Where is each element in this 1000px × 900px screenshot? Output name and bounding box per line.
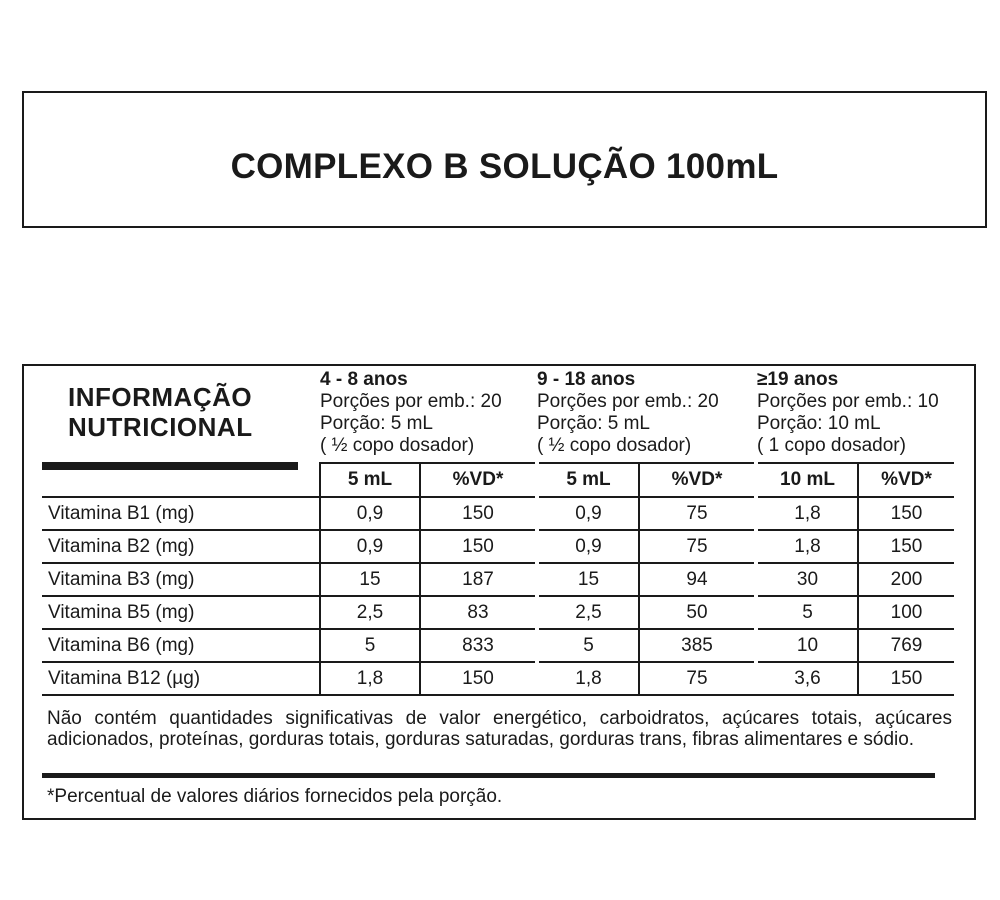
amount-19-plus: 30 [758, 563, 858, 596]
group-portions: Porções por emb.: 20 [320, 391, 502, 412]
amount-9-18: 15 [539, 563, 639, 596]
header-vd-9-18: %VD* [639, 463, 754, 497]
amount-9-18: 5 [539, 629, 639, 662]
amount-9-18: 0,9 [539, 497, 639, 530]
vd-9-18: 75 [639, 530, 754, 563]
amount-9-18: 0,9 [539, 530, 639, 563]
nutrient-name: Vitamina B3 (mg) [42, 563, 320, 596]
nutrient-name: Vitamina B5 (mg) [42, 596, 320, 629]
group-4-8-info [320, 369, 502, 457]
nutrient-name: Vitamina B1 (mg) [42, 497, 320, 530]
amount-9-18: 2,5 [539, 596, 639, 629]
vd-9-18: 75 [639, 497, 754, 530]
header-vd-4-8: %VD* [420, 463, 535, 497]
vd-4-8: 833 [420, 629, 535, 662]
vd-19-plus: 200 [858, 563, 954, 596]
nutrient-name: Vitamina B12 (µg) [42, 662, 320, 695]
amount-4-8: 0,9 [320, 497, 420, 530]
group-measure: ( 1 copo dosador) [757, 435, 906, 456]
amount-4-8: 5 [320, 629, 420, 662]
vd-9-18: 94 [639, 563, 754, 596]
group-age: ≥19 anos [757, 369, 839, 390]
group-portions: Porções por emb.: 20 [537, 391, 719, 412]
vd-19-plus: 150 [858, 530, 954, 563]
header-amount-19-plus: 10 mL [758, 463, 858, 497]
heading-line-1: INFORMAÇÃO [68, 382, 253, 412]
table-row [42, 497, 954, 530]
vd-4-8: 150 [420, 530, 535, 563]
group-portions: Porções por emb.: 10 [757, 391, 939, 412]
vd-19-plus: 100 [858, 596, 954, 629]
group-9-18-info [537, 369, 719, 457]
table-header-row [42, 463, 954, 497]
nutrient-name: Vitamina B6 (mg) [42, 629, 320, 662]
group-19-plus-info [757, 369, 939, 457]
group-age: 9 - 18 anos [537, 369, 636, 390]
header-amount-9-18: 5 mL [539, 463, 639, 497]
table-row [42, 596, 954, 629]
nutrition-heading [68, 382, 298, 442]
amount-4-8: 0,9 [320, 530, 420, 563]
amount-4-8: 15 [320, 563, 420, 596]
product-title: COMPLEXO B SOLUÇÃO 100mL [230, 146, 779, 186]
footnote: *Percentual de valores diários fornecidos pela porção. [47, 786, 503, 807]
amount-19-plus: 1,8 [758, 497, 858, 530]
vd-4-8: 83 [420, 596, 535, 629]
group-measure: ( ½ copo dosador) [537, 435, 692, 456]
table-row [42, 662, 954, 695]
amount-9-18: 1,8 [539, 662, 639, 695]
amount-19-plus: 10 [758, 629, 858, 662]
vd-9-18: 75 [639, 662, 754, 695]
table-row [42, 563, 954, 596]
group-measure: ( ½ copo dosador) [320, 435, 475, 456]
amount-19-plus: 5 [758, 596, 858, 629]
disclaimer-note: Não contém quantidades significativas de valor energético, carboidratos, açúcares totais, açúcares adicionados, proteínas, gorduras totais, gorduras saturadas, gorduras trans, fibras alimentares e sódio. [47, 708, 952, 750]
nutrition-table [42, 462, 954, 696]
vd-9-18: 50 [639, 596, 754, 629]
heading-line-2: NUTRICIONAL [68, 412, 253, 442]
group-portion: Porção: 5 mL [537, 413, 650, 434]
group-age: 4 - 8 anos [320, 369, 408, 390]
amount-4-8: 1,8 [320, 662, 420, 695]
group-portion: Porção: 10 mL [757, 413, 881, 434]
amount-19-plus: 3,6 [758, 662, 858, 695]
nutrient-name: Vitamina B2 (mg) [42, 530, 320, 563]
header-blank-cell [42, 463, 320, 497]
footnote-divider [42, 773, 935, 778]
product-title-box [22, 91, 987, 228]
vd-4-8: 150 [420, 497, 535, 530]
group-portion: Porção: 5 mL [320, 413, 433, 434]
vd-9-18: 385 [639, 629, 754, 662]
vd-4-8: 150 [420, 662, 535, 695]
amount-19-plus: 1,8 [758, 530, 858, 563]
table-row [42, 530, 954, 563]
table-row [42, 629, 954, 662]
vd-4-8: 187 [420, 563, 535, 596]
vd-19-plus: 769 [858, 629, 954, 662]
amount-4-8: 2,5 [320, 596, 420, 629]
vd-19-plus: 150 [858, 662, 954, 695]
vd-19-plus: 150 [858, 497, 954, 530]
header-vd-19-plus: %VD* [858, 463, 954, 497]
header-amount-4-8: 5 mL [320, 463, 420, 497]
